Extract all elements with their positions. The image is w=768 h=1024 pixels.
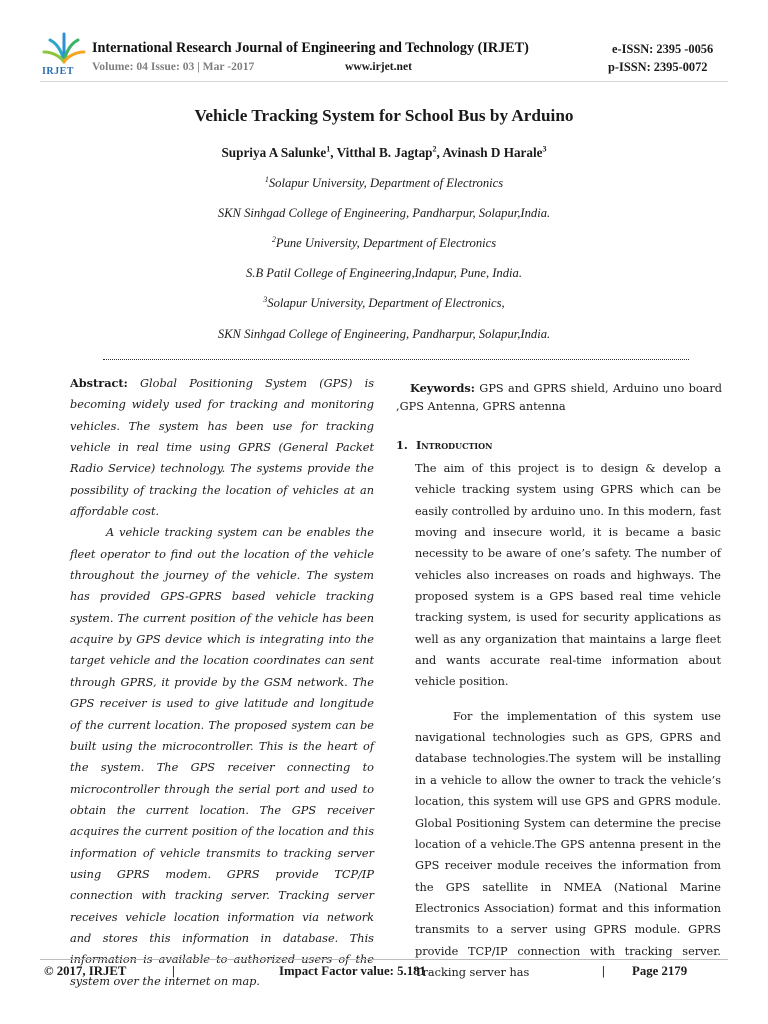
affiliation-text: SKN Sinhgad College of Engineering, Pandharpur, Solapur,India. bbox=[217, 327, 551, 341]
keywords-label: Keywords: bbox=[410, 381, 475, 395]
paper-title: Vehicle Tracking System for School Bus by Arduino bbox=[194, 106, 574, 125]
author-superscript: 1 bbox=[326, 144, 331, 154]
author-name: Supriya A Salunke bbox=[221, 145, 327, 160]
e-issn: e-ISSN: 2395 -0056 bbox=[612, 42, 714, 56]
affiliation-text: SKN Sinhgad College of Engineering, Pandharpur, Solapur,India. bbox=[217, 206, 551, 220]
abstract-label: Abstract: bbox=[70, 376, 128, 390]
intro-paragraph-2: For the implementation of this system use navigational technologies such as GPS, GPRS and database technologies.The system will be installing in a vehicle to allow the owner to track the vehicle’s location, this system will use GPS and GPRS module. Global Positioning System can determine the precise location of a vehicle.The GPS antenna present in the GPS receiver module receives the information from the GPS satellite in NMEA (National Marine Electronics Association) format and this information transmits to a server using GPRS module. GPRS provide TCP/IP connection with tracking server. Tracking server has bbox=[415, 709, 721, 979]
journal-title: International Research Journal of Engineering and Technology (IRJET) bbox=[92, 40, 529, 56]
affiliation-superscript: 1 bbox=[264, 174, 269, 184]
affiliation-line bbox=[0, 266, 768, 281]
section-number: 1. bbox=[396, 438, 408, 452]
author-name: Avinash D Harale bbox=[442, 145, 543, 160]
author-superscript: 3 bbox=[542, 144, 547, 154]
introduction-body bbox=[415, 458, 721, 983]
footer-divider bbox=[40, 959, 728, 960]
header-divider bbox=[40, 81, 728, 82]
footer-separator: | bbox=[602, 964, 605, 978]
abstract bbox=[70, 373, 374, 992]
affiliation-line bbox=[0, 236, 768, 251]
copyright: © 2017, IRJET bbox=[44, 964, 127, 978]
impact-factor: Impact Factor value: 5.181 bbox=[279, 964, 426, 978]
section-title: Introduction bbox=[416, 438, 493, 452]
logo-text: IRJET bbox=[42, 66, 74, 77]
affiliation-line bbox=[0, 327, 768, 342]
section-heading-introduction bbox=[396, 438, 492, 452]
journal-website: www.irjet.net bbox=[345, 60, 412, 73]
affiliation-line bbox=[0, 176, 768, 191]
affiliation-superscript: 3 bbox=[263, 294, 268, 304]
affiliation-superscript: 2 bbox=[271, 234, 276, 244]
affiliation-text: S.B Patil College of Engineering,Indapur, Pune, India. bbox=[246, 266, 522, 280]
page-number: Page 2179 bbox=[632, 964, 688, 978]
abstract-paragraph-2: A vehicle tracking system can be enables the fleet operator to find out the location of the vehicle throughout the journey of the vehicle. The system has provided GPS-GPRS based vehicle tracking system. The current position of the vehicle has been acquire by GPS device which is integrating into the target vehicle and the location coordinates can sent through GPRS, it provide by the GSM network. The GPS receiver is used to give latitude and longitude of the current location. The proposed system can be built using the microcontroller. This is the heart of the system. The GPS receiver connecting to microcontroller through the serial port and used to obtain the current location. The GPS receiver acquires the current position of the location and this information of vehicle transmits to tracking server using GPRS modem. GPRS provide TCP/IP connection with tracking server. Tracking server receives vehicle location information via network and stores this information in database. This system over the internet on map. bbox=[70, 526, 374, 988]
p-issn: p-ISSN: 2395-0072 bbox=[608, 60, 708, 74]
abstract-paragraph-1: Global Positioning System (GPS) is becoming widely used for tracking and monitoring vehicles. The system has been use for tracking vehicle in real time using GPRS (General Packet Radio Service) technology. The systems provide the possibility of tracking the location of vehicles at an affordable cost. bbox=[70, 377, 374, 519]
volume-issue: Volume: 04 Issue: 03 | Mar -2017 bbox=[92, 60, 255, 73]
keywords-line-2: ,GPS Antenna, GPRS antenna bbox=[396, 400, 566, 413]
author-list: Supriya A Salunke$^1$, Vitthal B. Jagtap$^2$, Avinash D Harale$^3$ bbox=[221, 144, 547, 160]
affiliation-text: Pune University, Department of Electronics bbox=[275, 236, 497, 250]
keywords bbox=[396, 379, 722, 416]
affiliation-line bbox=[0, 206, 768, 221]
affiliation-text: Solapur University, Department of Electronics, bbox=[267, 296, 505, 310]
section-divider bbox=[103, 359, 689, 360]
keywords-line-1: GPS and GPRS shield, Arduino uno board bbox=[479, 382, 723, 395]
author-name: Vitthal B. Jagtap bbox=[336, 145, 433, 160]
affiliation-line bbox=[0, 296, 768, 311]
intro-paragraph-1: The aim of this project is to design & develop a vehicle tracking system using GPRS which can be easily controlled by arduino uno. In this modern, fast moving and insecure world, it is became a basic necessity to be aware of one’s safety. The number of vehicles also increases on roads and highways. The proposed system is a GPS based real time vehicle tracking system, is used for security applications as well as any organization that maintains a large fleet and wants accurate real-time information about vehicle position. bbox=[415, 462, 721, 689]
author-superscript: 2 bbox=[432, 144, 437, 154]
affiliation-text: Solapur University, Department of Electronics bbox=[268, 176, 504, 190]
footer-separator: | bbox=[172, 964, 175, 978]
